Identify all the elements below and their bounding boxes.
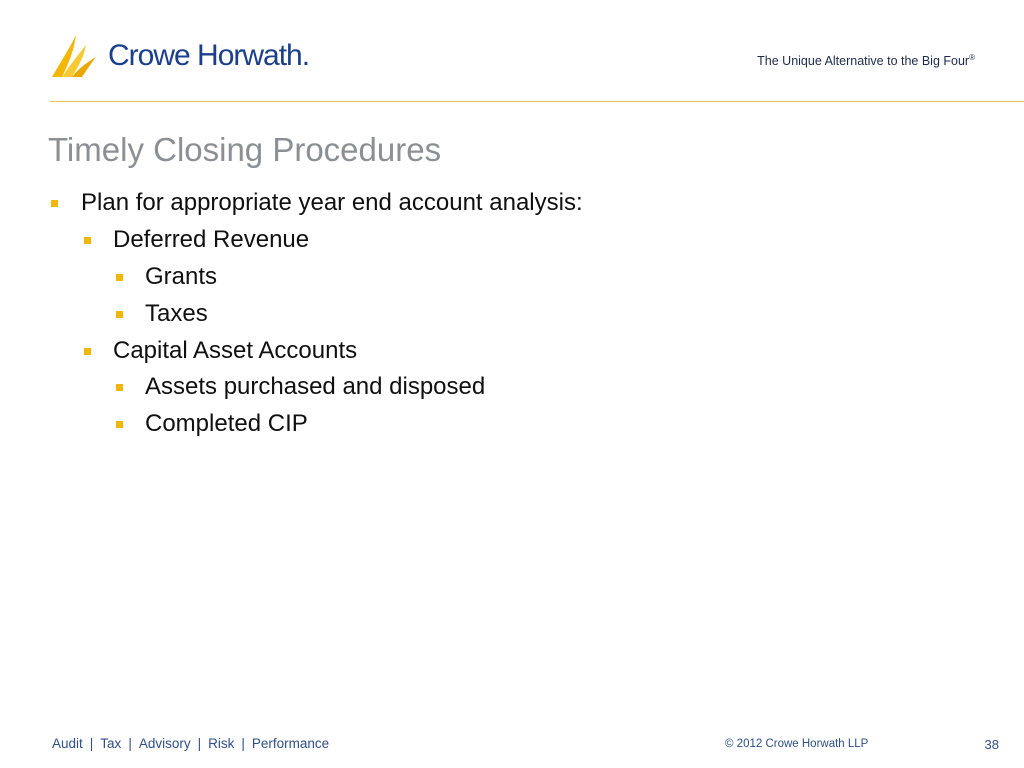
bullet-text: Plan for appropriate year end account analysis: [81,189,583,216]
bullet-text: Deferred Revenue [113,226,310,253]
page-number: 38 [984,737,999,752]
bullet-square-icon [84,237,91,244]
bullet-item [145,412,308,436]
tagline [757,53,975,68]
bullet-square-icon [51,200,58,207]
footer-service-advisory: Advisory [138,736,191,751]
bullet-item [145,375,485,399]
footer-service-performance: Performance [251,736,330,751]
footer-service-audit: Audit [52,736,83,751]
footer-separator: | [128,736,132,751]
bullet-item [113,339,357,363]
footer-service-tax: Tax [100,736,122,751]
registered-mark: ® [969,53,975,62]
bullet-text: Taxes [145,300,208,327]
footer-services [52,736,329,751]
tagline-text: The Unique Alternative to the Big Four [757,54,970,69]
bullet-item [145,265,217,289]
crowe-horwath-logo [50,32,309,80]
footer-separator: | [241,736,245,751]
bullet-text: Assets purchased and disposed [145,373,486,400]
bullet-item [81,191,583,215]
footer-copyright: © 2012 Crowe Horwath LLP [725,738,869,750]
bullet-square-icon [116,311,123,318]
flame-logo-icon [50,33,98,79]
bullet-square-icon [116,421,123,428]
bullet-square-icon [116,274,123,281]
footer-service-risk: Risk [208,736,235,751]
footer-separator: | [89,736,94,751]
slide-title: Timely Closing Procedures [48,131,442,168]
bullet-text: Completed CIP [145,410,308,437]
bullet-text: Capital Asset Accounts [113,337,358,364]
bullet-item [145,302,208,326]
bullet-item [113,228,309,252]
footer-separator: | [197,736,202,751]
header-divider [50,101,1024,102]
bullet-square-icon [84,348,91,355]
bullet-square-icon [116,384,123,391]
bullet-text: Grants [145,263,218,290]
logo-wordmark: Crowe Horwath. [108,39,310,72]
